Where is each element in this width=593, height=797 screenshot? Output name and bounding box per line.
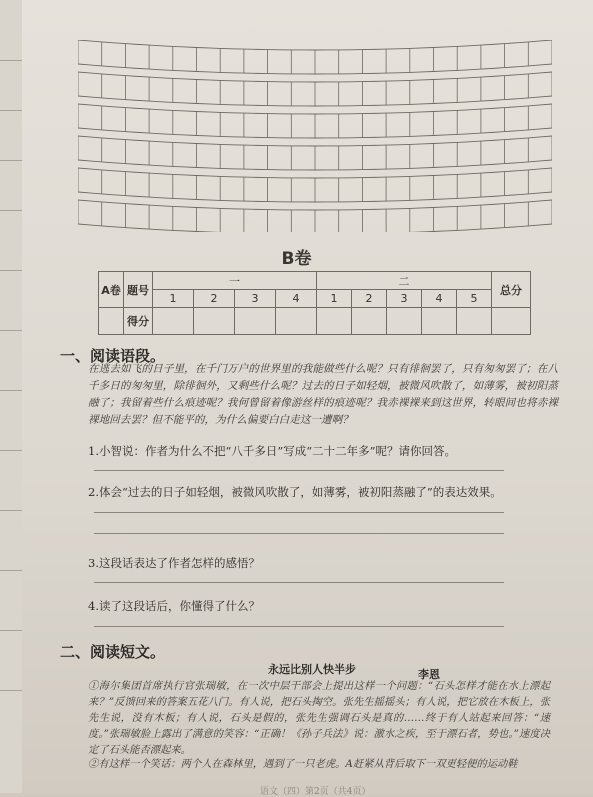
score-cell[interactable] bbox=[457, 308, 492, 335]
page-footer: 语文（四）第2页（共4页） bbox=[260, 787, 371, 797]
question-2: 2.体会“过去的日子如轻烟，被微风吹散了，如薄雾，被初阳蒸融了”的表达效果。 bbox=[88, 485, 502, 499]
group1-header: 一 bbox=[153, 272, 317, 290]
part2-heading: 二、阅读短文。 bbox=[60, 643, 166, 661]
q-number: 3 bbox=[387, 290, 422, 308]
passage-paragraph-2: ②有这样一个笑话：两个人在森林里，遇到了一只老虎。A赶紧从背后取下一双更轻便的运动鞋 bbox=[88, 758, 518, 770]
a-score-cell[interactable] bbox=[99, 308, 124, 335]
q-number: 1 bbox=[317, 290, 352, 308]
q-number: 1 bbox=[153, 290, 194, 308]
score-cell[interactable] bbox=[352, 308, 387, 335]
answer-line[interactable] bbox=[94, 582, 504, 583]
adjacent-page-edge bbox=[0, 0, 23, 793]
row1-label: 题号 bbox=[124, 272, 153, 308]
passage-author: 李恩 bbox=[418, 668, 440, 681]
answer-line[interactable] bbox=[94, 626, 504, 627]
score-cell[interactable] bbox=[422, 308, 457, 335]
q-number: 3 bbox=[235, 290, 276, 308]
row2-label: 得分 bbox=[124, 308, 153, 335]
score-cell[interactable] bbox=[153, 308, 194, 335]
group2-header: 二 bbox=[317, 272, 492, 290]
total-score-cell[interactable] bbox=[492, 308, 531, 335]
question-4: 4.读了这段话后，你懂得了什么？ bbox=[88, 599, 260, 613]
total-header: 总分 bbox=[492, 272, 531, 308]
passage-paragraph-1: ①海尔集团首席执行官张瑞敏，在一次中层干部会上提出这样一个问题：“石头怎样才能在水上漂起来？”反馈回来的答案五花八门。有人说，把石头掏空。张先生摇摇头；有人说，把它放在木板上，张先生说，没有木板；有人说，石头是假的，张先生强调石头是真的……终于有人站起来回答：“速度。”张瑞敏脸上露出了满意的笑容：“正确！《孙子兵法》说：激水之疾，至于漂石者，势也。”速度决定了石头能否漂起来。 bbox=[88, 680, 550, 756]
score-cell[interactable] bbox=[194, 308, 235, 335]
a-label: A卷 bbox=[99, 272, 124, 308]
answer-line[interactable] bbox=[94, 512, 504, 513]
part1-paragraph: 在逃去如飞的日子里，在千门万户的世界里的我能做些什么呢？只有徘徊罢了，只有匆匆罢了；在八千多日的匆匆里，除徘徊外，又剩些什么呢？过去的日子如轻烟，被微风吹散了，如薄雾，被初阳蒸融了；我留着些什么痕迹呢？我何曾留着像游丝样的痕迹呢？我赤裸裸来到这世界，转眼间也将赤裸裸地回去罢？但不能平的，为什么偏要白白走这一遭啊？ bbox=[88, 363, 558, 426]
score-table bbox=[98, 271, 531, 335]
q-number: 4 bbox=[422, 290, 457, 308]
q-number: 4 bbox=[276, 290, 317, 308]
part1-heading: 一、阅读语段。 bbox=[60, 347, 166, 365]
q-number: 5 bbox=[457, 290, 492, 308]
question-1: 1.小智说：作者为什么不把“八千多日”写成“二十二年多”呢？请你回答。 bbox=[88, 444, 456, 458]
score-cell[interactable] bbox=[387, 308, 422, 335]
answer-line[interactable] bbox=[94, 470, 504, 471]
score-cell[interactable] bbox=[276, 308, 317, 335]
section-b-title: B卷 bbox=[281, 249, 312, 269]
score-cell[interactable] bbox=[317, 308, 352, 335]
q-number: 2 bbox=[194, 290, 235, 308]
score-cell[interactable] bbox=[235, 308, 276, 335]
q-number: 2 bbox=[352, 290, 387, 308]
answer-line[interactable] bbox=[94, 533, 504, 534]
question-3: 3.这段话表达了作者怎样的感悟？ bbox=[88, 556, 260, 570]
composition-grid bbox=[78, 40, 552, 232]
passage-title: 永远比别人快半步 bbox=[268, 663, 356, 676]
